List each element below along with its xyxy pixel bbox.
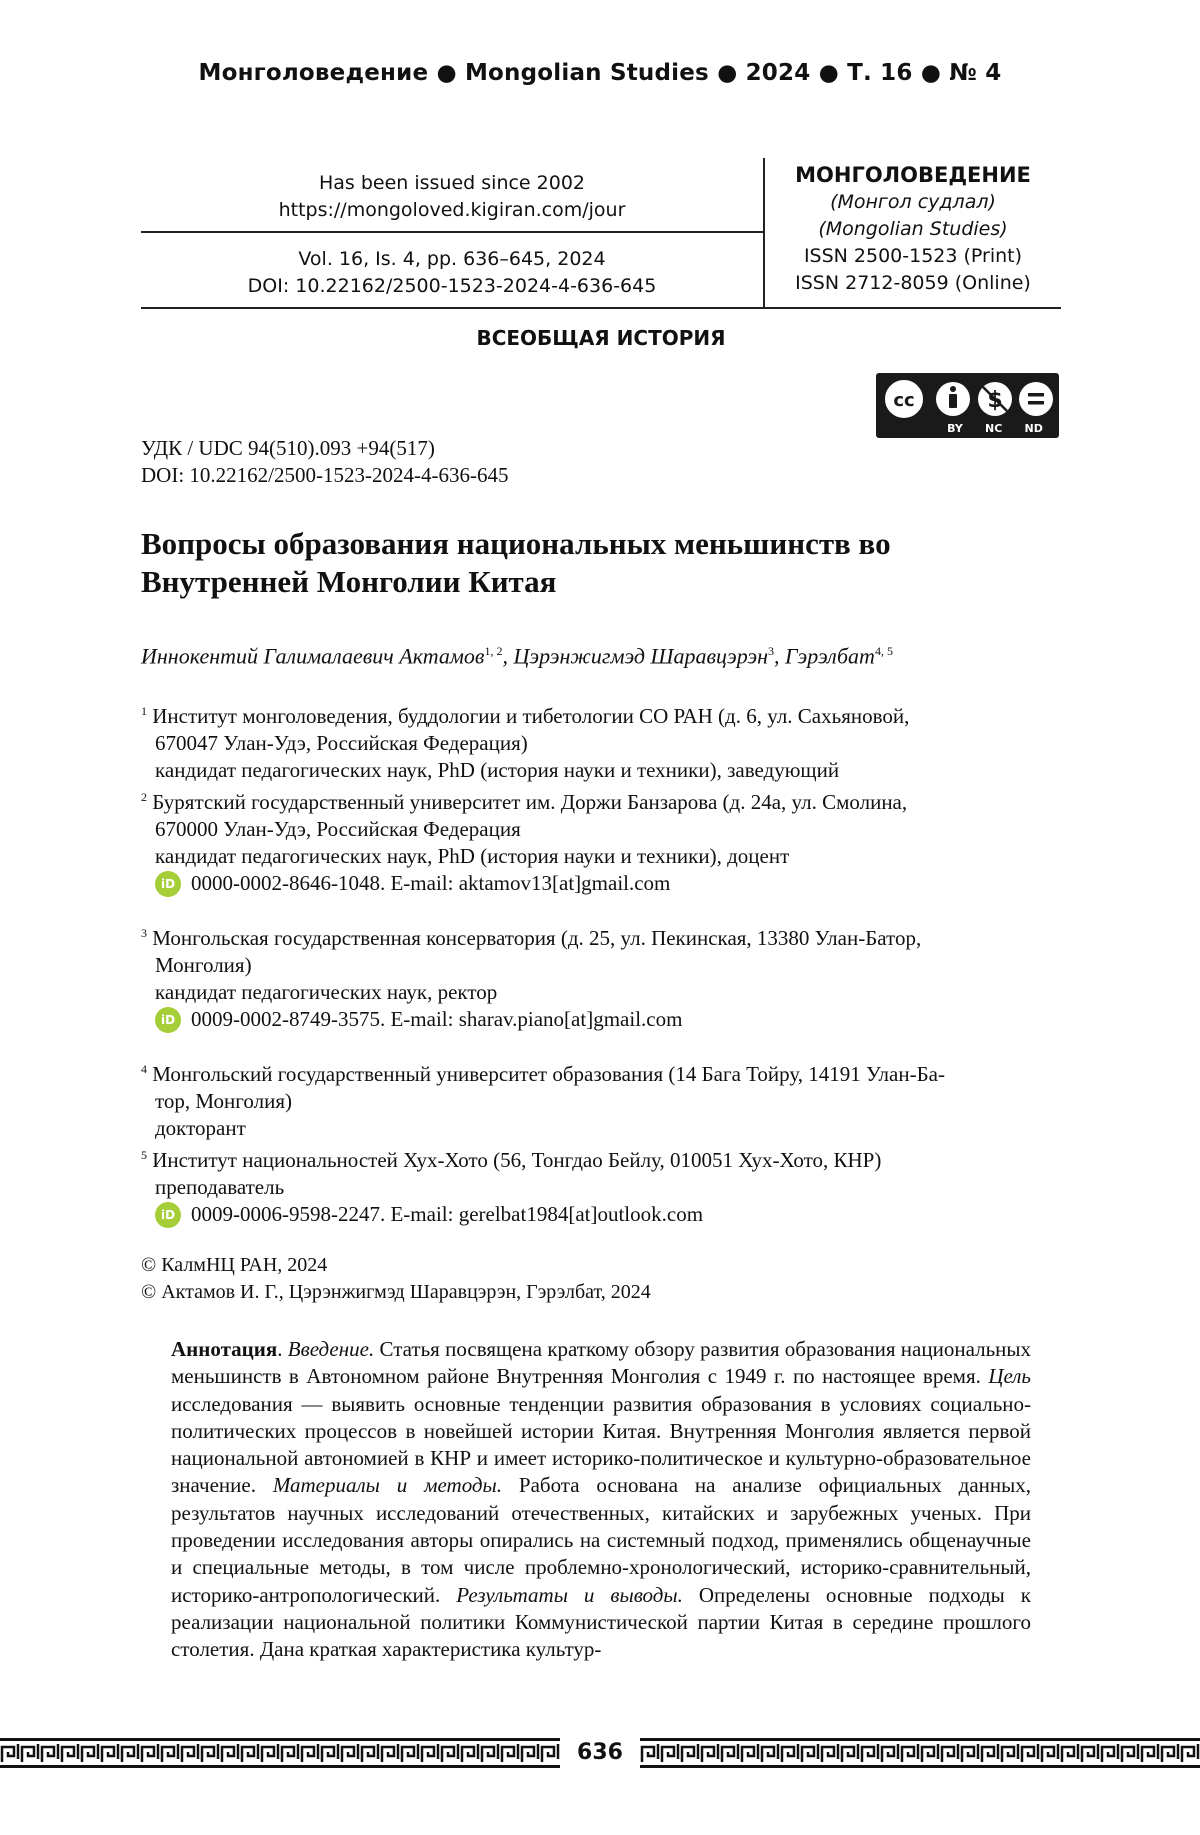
issn-online: ISSN 2712-8059 (Online) <box>765 270 1061 297</box>
cc-license-labels <box>936 422 1054 435</box>
orcid-contact: 0009-0006-9598-2247. E-mail: gerelbat1984[at]outlook.com <box>191 1201 703 1228</box>
udc-code: УДК / UDC 94(510).093 +94(517) <box>141 435 508 462</box>
affiliation-text: Монгольский государственный университет образования (14 Бага Тойру, 14191 Улан-Ба- <box>152 1062 945 1086</box>
author-affiliation-marker: 3 <box>768 644 774 658</box>
issue-doi[interactable]: DOI: 10.22162/2500-1523-2024-4-636-645 <box>141 273 763 300</box>
journal-name: МОНГОЛОВЕДЕНИЕ <box>765 162 1061 189</box>
volume-info: Vol. 16, Is. 4, pp. 636–645, 2024 <box>141 246 763 273</box>
abstract-methods-label: Материалы и методы. <box>273 1473 502 1497</box>
author-affiliation-marker: 1, 2 <box>484 644 502 658</box>
affiliation-number: 4 <box>141 1062 147 1076</box>
divider <box>141 307 1061 309</box>
affiliation-block-4-5 <box>141 1056 1061 1228</box>
affiliation-position: кандидат педагогических наук, PhD (история науки и техники), заведующий <box>141 757 1061 784</box>
affiliation-line <box>141 920 1061 952</box>
affiliation-text: Институт национальностей Хух-Хото (56, Тонгдао Бейлу, 010051 Хух-Хото, КНР) <box>152 1148 881 1172</box>
affiliation-number: 5 <box>141 1148 147 1162</box>
journal-url[interactable]: https://mongoloved.kigiran.com/jour <box>141 197 763 224</box>
orcid-line <box>141 870 1061 897</box>
author-name: Иннокентий Галималаевич Актамов <box>141 643 484 668</box>
affiliation-block-1-2 <box>141 698 1061 897</box>
article-title <box>141 525 1061 601</box>
abstract-intro-text: Статья посвящена краткому обзору развития образования национальных меньшинств в Автономном районе Внутренняя Монголия с 1949 г. по настоящее время. <box>171 1337 1031 1388</box>
affiliation-position: кандидат педагогических наук, PhD (история науки и техники), доцент <box>141 843 1061 870</box>
affiliation-line <box>141 1056 1061 1088</box>
issn-print: ISSN 2500-1523 (Print) <box>765 243 1061 270</box>
copyright-line: © Актамов И. Г., Цэрэнжигмэд Шаравцэрэн, Гэрэлбат, 2024 <box>141 1279 651 1306</box>
orcid-line <box>141 1201 1061 1228</box>
journal-name-english: (Mongolian Studies) <box>765 216 1061 243</box>
journal-info-box <box>141 158 1061 308</box>
affiliation-line <box>141 698 1061 730</box>
issue-info-top <box>141 170 763 224</box>
orcid-icon[interactable]: iD <box>155 871 181 897</box>
abstract: Аннотация. Введение. Статья посвящена краткому обзору развития образования национальных меньшинств в Автономном районе Внутренняя Монголия с 1949 г. по настоящее время. Цель исследования — выявить основные тенденции развития образования в условиях социально-политических процессов в новейшей истории Китая. Внутренняя Монголия является первой национальной автономией в КНР и имеет историко-политическое и культурно-образовательное значение. Материалы и методы. Работа основана на анализе официальных данных, результатов научных исследований отечественных, китайских и зарубежных ученых. При проведении исследования авторы опирались на системный подход, применялись общенаучные и специальные методы, в том числе проблемно-хронологический, историко-сравнительный, историко-антропологический. Результаты и выводы. Определены основные подходы к реализации национальной политики Коммунистической партии Китая в середине прошлого столетия. Дана краткая характеристика культур- <box>171 1336 1031 1664</box>
nd-icon <box>1019 382 1053 416</box>
affiliation-line <box>141 784 1061 816</box>
affiliation-line: тор, Монголия) <box>141 1088 1061 1115</box>
affiliation-text: Монгольская государственная консерватория (д. 25, ул. Пекинская, 13380 Улан-Батор, <box>152 926 921 950</box>
affiliation-number: 3 <box>141 926 147 940</box>
author-list <box>141 637 1101 670</box>
cc-icon-text: cc <box>893 390 914 411</box>
divider <box>141 231 763 233</box>
article-title-line: Внутренней Монголии Китая <box>141 563 1061 601</box>
section-title: ВСЕОБЩАЯ ИСТОРИЯ <box>141 326 1061 350</box>
affiliation-position: кандидат педагогических наук, ректор <box>141 979 1061 1006</box>
author-name: Цэрэнжигмэд Шаравцэрэн <box>513 643 768 668</box>
abstract-intro-label: Введение. <box>288 1337 374 1361</box>
by-label: BY <box>947 422 963 435</box>
affiliation-number: 1 <box>141 704 147 718</box>
page-footer <box>0 1738 1200 1768</box>
cc-license-icons <box>882 377 1054 421</box>
affiliation-line: Монголия) <box>141 952 1061 979</box>
abstract-results-label: Результаты и выводы. <box>456 1583 683 1607</box>
affiliation-text: Институт монголоведения, буддологии и тибетологии СО РАН (д. 6, ул. Сахьяновой, <box>152 704 909 728</box>
orcid-contact: 0000-0002-8646-1048. E-mail: aktamov13[at]gmail.com <box>191 870 670 897</box>
udc-block <box>141 435 508 489</box>
abstract-results-text: Определены основные подходы к реализации национальной политики Коммунистической партии Китая в середине прошлого столетия. Дана краткая характеристика культур- <box>171 1583 1031 1662</box>
copyright-line: © КалмНЦ РАН, 2024 <box>141 1252 651 1279</box>
orcid-icon[interactable]: iD <box>155 1202 181 1228</box>
author-name: Гэрэлбат <box>785 643 875 668</box>
running-header: Монголоведение ● Mongolian Studies ● 2024 ● Т. 16 ● № 4 <box>0 60 1200 86</box>
abstract-goal-text: исследования — выявить основные тенденции развития образования в условиях социально-политических процессов в новейшей истории Китая. Внутренняя Монголия является первой национальной автономией в КНР и имеет историко-политическое и культурно-образовательное значение. <box>171 1392 1031 1498</box>
copyright-block <box>141 1252 651 1306</box>
article-doi[interactable]: DOI: 10.22162/2500-1523-2024-4-636-645 <box>141 462 508 489</box>
orcid-line <box>141 1006 1061 1033</box>
journal-identity <box>765 162 1061 297</box>
article-title-line: Вопросы образования национальных меньшинств во <box>141 525 1061 563</box>
orcid-contact: 0009-0002-8749-3575. E-mail: sharav.piano[at]gmail.com <box>191 1006 682 1033</box>
affiliation-line <box>141 1142 1061 1174</box>
journal-name-mongol: (Монгол судлал) <box>765 189 1061 216</box>
cc-license-badge[interactable] <box>876 373 1059 438</box>
author-separator: , <box>774 643 785 668</box>
affiliation-number: 2 <box>141 790 147 804</box>
abstract-label: Аннотация <box>171 1337 277 1361</box>
issue-info-bottom <box>141 246 763 300</box>
issued-since: Has been issued since 2002 <box>141 170 763 197</box>
affiliation-line: 670000 Улан-Удэ, Российская Федерация <box>141 816 1061 843</box>
author-separator: , <box>502 643 513 668</box>
page-number: 636 <box>560 1738 640 1768</box>
orcid-icon[interactable]: iD <box>155 1007 181 1033</box>
nc-label: NC <box>985 422 1002 435</box>
affiliation-position: докторант <box>141 1115 1061 1142</box>
abstract-methods-text: Работа основана на анализе официальных данных, результатов научных исследований отечественных, китайских и зарубежных ученых. При проведении исследования авторы опирались на системный подход, применялись общенаучные и специальные методы, в том числе проблемно-хронологический, историко-сравнительный, историко-антропологический. <box>171 1473 1031 1606</box>
affiliation-block-3 <box>141 920 1061 1033</box>
abstract-goal-label: Цель <box>988 1364 1031 1388</box>
nd-label: ND <box>1025 422 1043 435</box>
affiliation-position: преподаватель <box>141 1174 1061 1201</box>
author-affiliation-marker: 4, 5 <box>875 644 893 658</box>
affiliation-text: Бурятский государственный университет им. Доржи Банзарова (д. 24а, ул. Смолина, <box>152 790 907 814</box>
affiliation-line: 670047 Улан-Удэ, Российская Федерация) <box>141 730 1061 757</box>
